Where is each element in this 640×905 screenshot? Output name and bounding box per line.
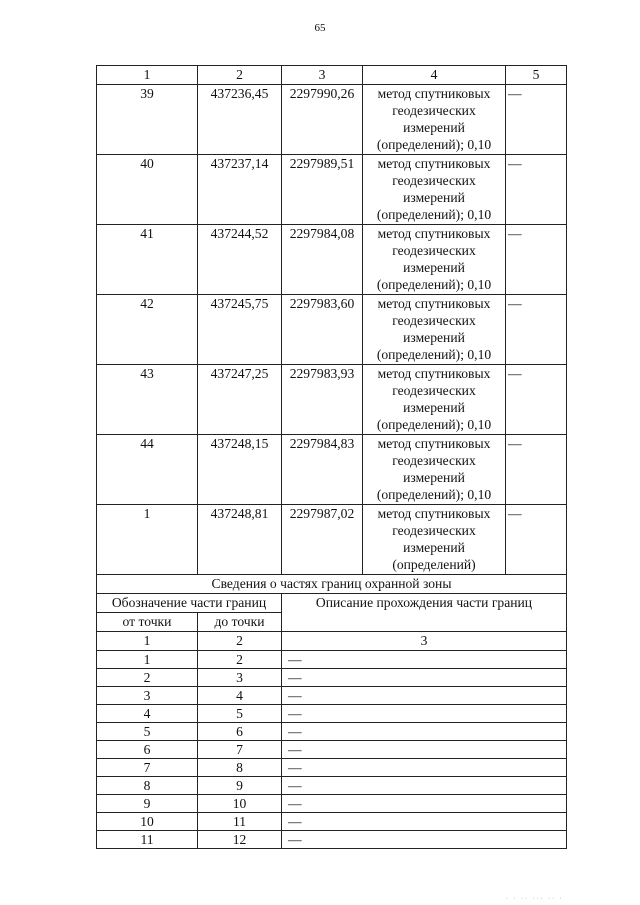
part-description: — <box>282 723 567 741</box>
method-line: (определений); 0,10 <box>376 487 492 502</box>
point-note: — <box>506 85 567 155</box>
to-point: 11 <box>198 813 282 831</box>
from-point: 9 <box>97 795 198 813</box>
method-line: (определений); 0,10 <box>376 137 492 152</box>
boundary-part-row <box>97 651 567 669</box>
from-point: 10 <box>97 813 198 831</box>
point-row <box>97 85 567 155</box>
boundary-part-row <box>97 705 567 723</box>
from-point: 8 <box>97 777 198 795</box>
determination-method <box>363 225 506 295</box>
point-number: 44 <box>97 435 198 505</box>
method-line: геодезических <box>392 173 476 188</box>
parts-column-number-row <box>97 632 567 651</box>
point-note: — <box>506 295 567 365</box>
from-point: 4 <box>97 705 198 723</box>
column-number-row <box>97 66 567 85</box>
determination-method <box>363 365 506 435</box>
to-point: 2 <box>198 651 282 669</box>
point-number: 40 <box>97 155 198 225</box>
boundary-part-row <box>97 795 567 813</box>
method-line: измерений <box>403 540 465 555</box>
point-note: — <box>506 435 567 505</box>
method-line: геодезических <box>392 453 476 468</box>
boundary-part-row <box>97 813 567 831</box>
method-line: (определений); 0,10 <box>376 277 492 292</box>
point-note: — <box>506 225 567 295</box>
method-line: (определений) <box>392 557 476 572</box>
to-point: 3 <box>198 669 282 687</box>
point-number: 41 <box>97 225 198 295</box>
from-point: 2 <box>97 669 198 687</box>
method-line: измерений <box>403 330 465 345</box>
point-number: 42 <box>97 295 198 365</box>
method-line: метод спутниковых <box>377 296 491 311</box>
part-description: — <box>282 741 567 759</box>
to-point: 7 <box>198 741 282 759</box>
from-point-header: от точки <box>97 613 198 632</box>
method-line: метод спутниковых <box>377 156 491 171</box>
part-description: — <box>282 831 567 849</box>
method-line: геодезических <box>392 523 476 538</box>
description-header: Описание прохождения части границ <box>282 594 567 632</box>
method-line: геодезических <box>392 383 476 398</box>
boundary-part-row <box>97 723 567 741</box>
coordinate-x: 437237,14 <box>198 155 282 225</box>
boundary-part-row <box>97 687 567 705</box>
coordinate-y: 2297983,60 <box>282 295 363 365</box>
point-row <box>97 155 567 225</box>
method-line: измерений <box>403 190 465 205</box>
point-row <box>97 365 567 435</box>
method-line: геодезических <box>392 313 476 328</box>
method-line: измерений <box>403 260 465 275</box>
method-line: метод спутниковых <box>377 366 491 381</box>
method-line: метод спутниковых <box>377 436 491 451</box>
point-note: — <box>506 505 567 575</box>
column-number: 5 <box>506 66 567 85</box>
method-line: измерений <box>403 120 465 135</box>
boundary-part-row <box>97 669 567 687</box>
coordinate-y: 2297989,51 <box>282 155 363 225</box>
method-line: измерений <box>403 400 465 415</box>
method-line: (определений); 0,10 <box>376 207 492 222</box>
boundary-part-row <box>97 777 567 795</box>
column-number: 2 <box>198 632 282 651</box>
scan-artifact: · · ·· ··· ·· · <box>506 896 564 902</box>
method-line: (определений); 0,10 <box>376 347 492 362</box>
to-point: 12 <box>198 831 282 849</box>
to-point: 5 <box>198 705 282 723</box>
coordinate-x: 437236,45 <box>198 85 282 155</box>
point-note: — <box>506 365 567 435</box>
part-description: — <box>282 669 567 687</box>
from-point: 1 <box>97 651 198 669</box>
boundary-part-row <box>97 831 567 849</box>
coordinate-y: 2297990,26 <box>282 85 363 155</box>
method-line: (определений); 0,10 <box>376 417 492 432</box>
method-line: метод спутниковых <box>377 226 491 241</box>
column-number: 2 <box>198 66 282 85</box>
boundary-coordinates-table <box>96 65 567 849</box>
determination-method <box>363 505 506 575</box>
point-row <box>97 225 567 295</box>
to-point: 10 <box>198 795 282 813</box>
determination-method <box>363 155 506 225</box>
part-description: — <box>282 651 567 669</box>
column-number: 3 <box>282 632 567 651</box>
coordinate-y: 2297983,93 <box>282 365 363 435</box>
point-number: 43 <box>97 365 198 435</box>
column-number: 1 <box>97 632 198 651</box>
determination-method <box>363 295 506 365</box>
from-point: 7 <box>97 759 198 777</box>
column-number: 3 <box>282 66 363 85</box>
section-title: Сведения о частях границ охранной зоны <box>97 575 567 594</box>
from-point: 3 <box>97 687 198 705</box>
boundary-part-row <box>97 759 567 777</box>
method-line: измерений <box>403 470 465 485</box>
coordinate-x: 437248,15 <box>198 435 282 505</box>
part-description: — <box>282 795 567 813</box>
point-row <box>97 295 567 365</box>
coordinate-x: 437247,25 <box>198 365 282 435</box>
parts-header-row <box>97 594 567 613</box>
page-number: 65 <box>314 22 326 34</box>
column-number: 4 <box>363 66 506 85</box>
from-point: 11 <box>97 831 198 849</box>
designation-header: Обозначение части границ <box>97 594 282 613</box>
column-number: 1 <box>97 66 198 85</box>
determination-method <box>363 85 506 155</box>
part-description: — <box>282 777 567 795</box>
point-number: 1 <box>97 505 198 575</box>
part-description: — <box>282 705 567 723</box>
boundary-part-row <box>97 741 567 759</box>
coordinate-x: 437248,81 <box>198 505 282 575</box>
coordinate-y: 2297984,08 <box>282 225 363 295</box>
part-description: — <box>282 759 567 777</box>
to-point-header: до точки <box>198 613 282 632</box>
from-point: 5 <box>97 723 198 741</box>
determination-method <box>363 435 506 505</box>
part-description: — <box>282 687 567 705</box>
point-row <box>97 435 567 505</box>
coordinate-y: 2297987,02 <box>282 505 363 575</box>
method-line: геодезических <box>392 243 476 258</box>
point-note: — <box>506 155 567 225</box>
from-point: 6 <box>97 741 198 759</box>
part-description: — <box>282 813 567 831</box>
method-line: метод спутниковых <box>377 506 491 521</box>
method-line: метод спутниковых <box>377 86 491 101</box>
point-number: 39 <box>97 85 198 155</box>
coordinate-x: 437245,75 <box>198 295 282 365</box>
method-line: геодезических <box>392 103 476 118</box>
coordinate-y: 2297984,83 <box>282 435 363 505</box>
to-point: 8 <box>198 759 282 777</box>
to-point: 9 <box>198 777 282 795</box>
section-title-row <box>97 575 567 594</box>
to-point: 6 <box>198 723 282 741</box>
point-row <box>97 505 567 575</box>
to-point: 4 <box>198 687 282 705</box>
coordinate-x: 437244,52 <box>198 225 282 295</box>
